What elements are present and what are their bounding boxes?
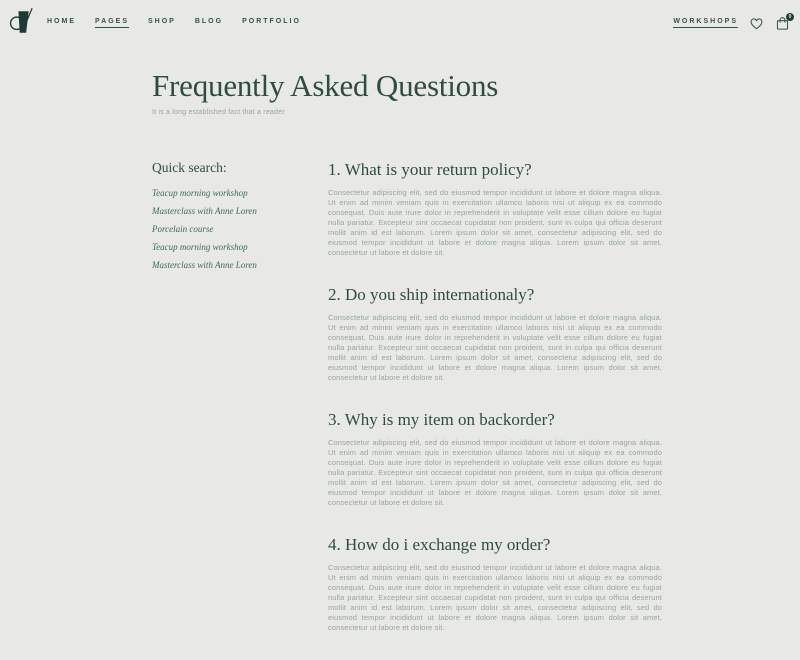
faq-item-return-policy <box>328 160 662 258</box>
nav-item-blog[interactable]: BLOG <box>194 18 224 25</box>
top-navigation-bar <box>0 0 800 46</box>
nav-item-shop[interactable]: SHOP <box>148 18 176 25</box>
faq-question: 2. Do you ship internationaly? <box>328 285 535 304</box>
heart-icon[interactable] <box>749 16 764 31</box>
nav-item-home[interactable]: HOME <box>47 18 76 25</box>
faq-answer: Consectetur adipiscing elit, sed do eiusmod tempor incididunt ut labore et dolore magna aliqua. Ut enim ad minim veniam quis in exercitation ullamco laboris nisi ut aliquip ex ea commodo consequat. Duis aute irure dolor in reprehenderit in voluptate velit esse cillum dolore eu fugiat nulla pariatur. Excepteur sint occaecat cupidatat non proident, sunt in culpa qui officia deserunt mollit anim id est laborum. Lorem ipsum dolor sit amet, consectetur adipiscing elit, sed do eiusmod tempor incididunt ut labore et dolore magna aliqua. Lorem ipsum dolor sit amet, consectetur ut labore et dolore sit. <box>328 313 662 382</box>
faq-question: 4. How do i exchange my order? <box>328 535 551 554</box>
quick-search-sidebar <box>152 160 317 278</box>
faq-item-backorder <box>328 410 662 508</box>
hero-section <box>152 68 498 116</box>
faq-answer: Consectetur adipiscing elit, sed do eiusmod tempor incididunt ut labore et dolore magna aliqua. Ut enim ad minim veniam quis in exercitation ullamco laboris nisi ut aliquip ex ea commodo consequat. Duis aute irure dolor in reprehenderit in voluptate velit esse cillum dolore eu fugiat nulla pariatur. Excepteur sint occaecat cupidatat non proident, sunt in culpa qui officia deserunt mollit anim id est laborum. Lorem ipsum dolor sit amet, consectetur adipiscing elit, sed do eiusmod tempor incididunt ut labore et dolore magna aliqua. Lorem ipsum dolor sit amet, consectetur ut labore et dolore sit. <box>328 188 662 257</box>
pitcher-logo-icon[interactable] <box>9 7 33 37</box>
nav-item-pages[interactable]: PAGES <box>95 18 129 28</box>
faq-list <box>328 160 662 660</box>
sidebar-link-teacup-workshop[interactable]: Teacup morning workshop <box>152 188 248 198</box>
sidebar-link-teacup-workshop-2[interactable]: Teacup morning workshop <box>152 242 248 252</box>
sidebar-link-porcelain-course[interactable]: Porcelain course <box>152 224 214 234</box>
faq-question: 1. What is your return policy? <box>328 160 532 179</box>
header-actions <box>673 13 792 31</box>
main-nav <box>47 18 301 28</box>
sidebar-link-masterclass-2[interactable]: Masterclass with Anne Loren <box>152 260 257 270</box>
shopping-bag-icon[interactable] <box>775 13 792 31</box>
faq-question: 3. Why is my item on backorder? <box>328 410 555 429</box>
faq-item-international-shipping <box>328 285 662 383</box>
quick-search-heading: Quick search: <box>152 160 227 175</box>
faq-answer: Consectetur adipiscing elit, sed do eiusmod tempor incididunt ut labore et dolore magna aliqua. Ut enim ad minim veniam quis in exercitation ullamco laboris nisi ut aliquip ex ea commodo consequat. Duis aute irure dolor in reprehenderit in voluptate velit esse cillum dolore eu fugiat nulla pariatur. Excepteur sint occaecat cupidatat non proident, sunt in culpa qui officia deserunt mollit anim id est laborum. Lorem ipsum dolor sit amet, consectetur adipiscing elit, sed do eiusmod tempor incididunt ut labore et dolore magna aliqua. Lorem ipsum dolor sit amet, consectetur ut labore et dolore sit. <box>328 563 662 632</box>
nav-item-portfolio[interactable]: PORTFOLIO <box>242 18 301 25</box>
faq-item-exchange-order <box>328 535 662 633</box>
sidebar-link-masterclass[interactable]: Masterclass with Anne Loren <box>152 206 257 216</box>
cart-count-badge: 0 <box>786 13 794 21</box>
page-subtitle: It is a long established fact that a reader <box>152 109 285 116</box>
page-title: Frequently Asked Questions <box>152 68 499 103</box>
workshops-link[interactable]: WORKSHOPS <box>673 18 738 28</box>
faq-answer: Consectetur adipiscing elit, sed do eiusmod tempor incididunt ut labore et dolore magna aliqua. Ut enim ad minim veniam quis in exercitation ullamco laboris nisi ut aliquip ex ea commodo consequat. Duis aute irure dolor in reprehenderit in voluptate velit esse cillum dolore eu fugiat nulla pariatur. Excepteur sint occaecat cupidatat non proident, sunt in culpa qui officia deserunt mollit anim id est laborum. Lorem ipsum dolor sit amet, consectetur adipiscing elit, sed do eiusmod tempor incididunt ut labore et dolore magna aliqua. Lorem ipsum dolor sit amet, consectetur ut labore et dolore sit. <box>328 438 662 507</box>
